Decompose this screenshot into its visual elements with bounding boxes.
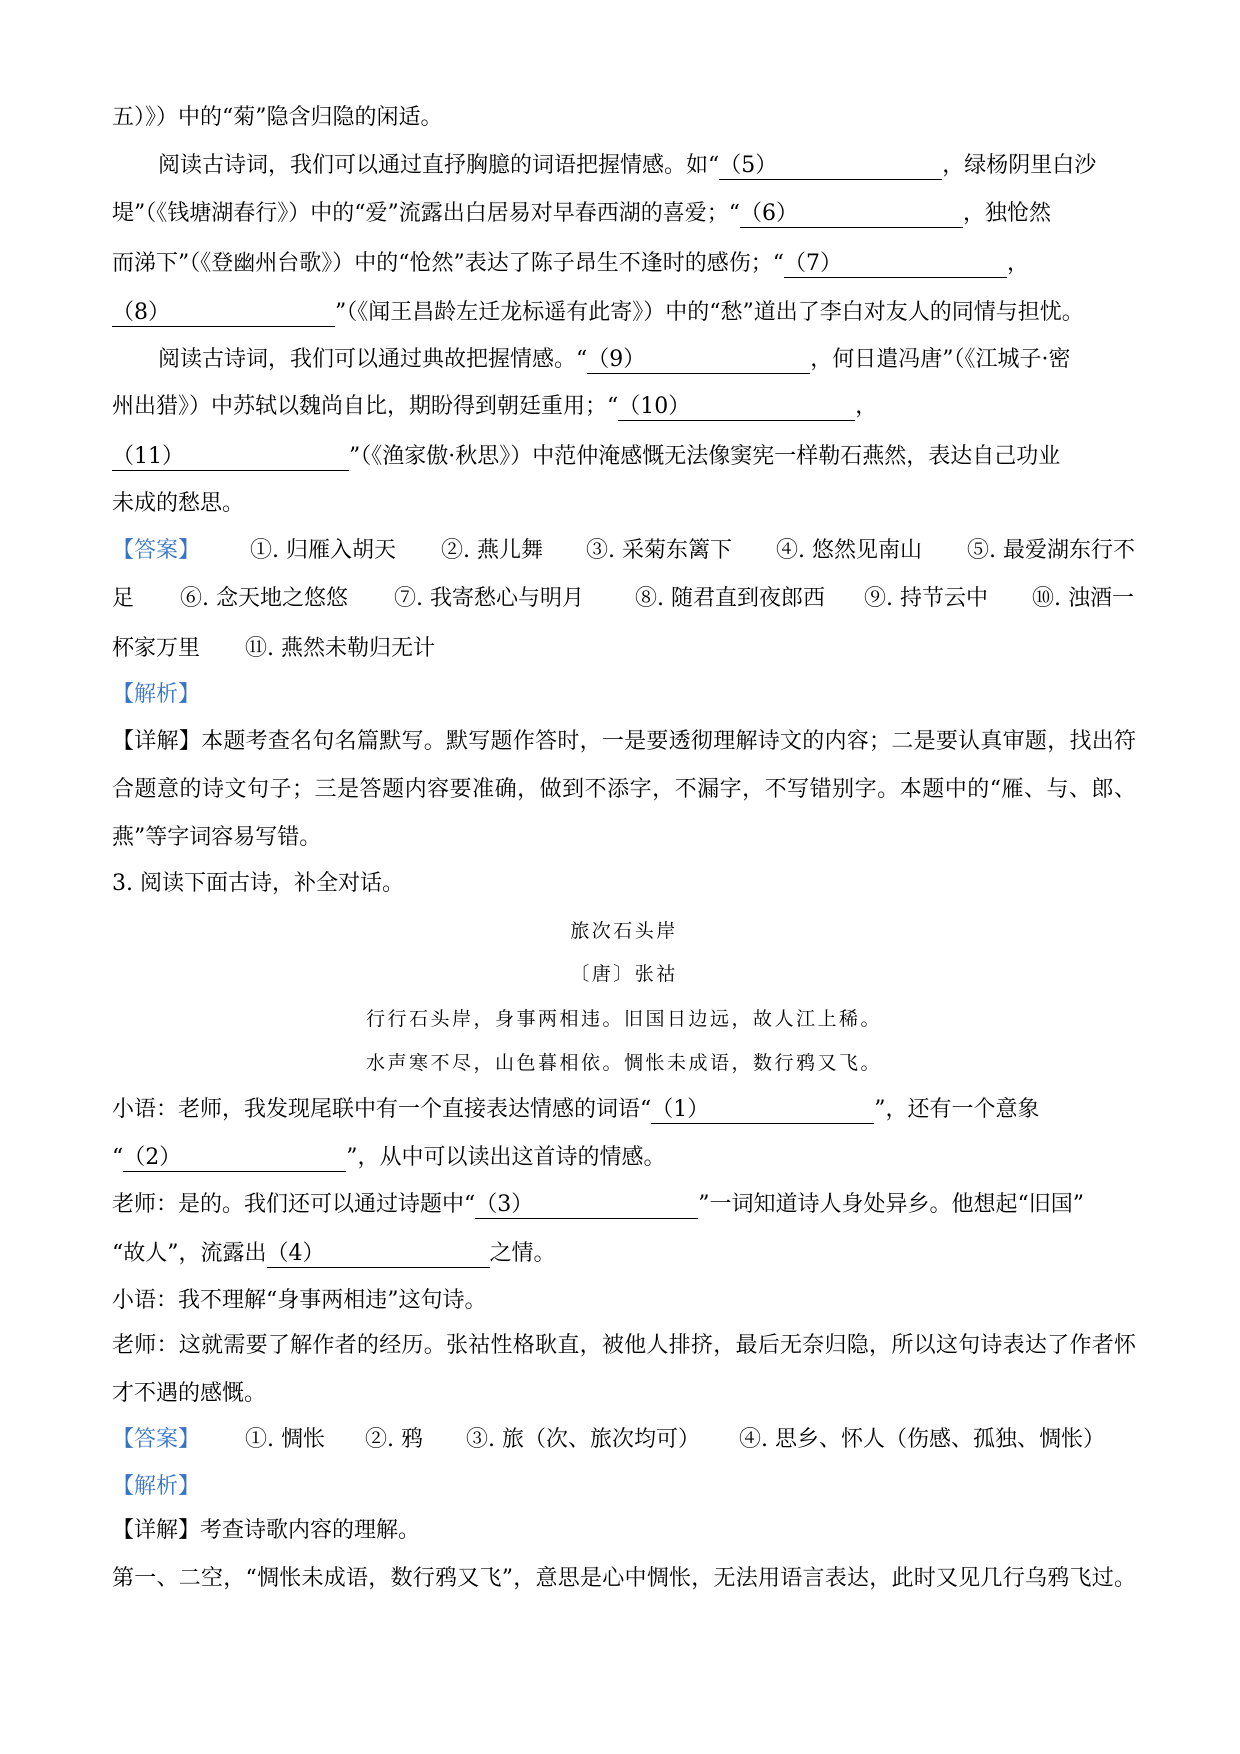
carryover-text: 五）》）中的“菊”隐含归隐的闲适。 bbox=[112, 105, 443, 130]
allusion-line-2 bbox=[112, 383, 877, 431]
answer-item: ①. 惆怅 bbox=[245, 1427, 325, 1452]
blank-label: （11） bbox=[112, 444, 184, 469]
answer-item: ⑤. 最爱湖东行不 bbox=[967, 538, 1135, 563]
q3-analysis-label: 【解析】 bbox=[112, 1474, 201, 1499]
detail-label: 【详解】 bbox=[112, 729, 202, 754]
blank-label: （4） bbox=[266, 1241, 325, 1266]
text-segment: 燕”等字词容易写错。 bbox=[112, 825, 322, 850]
blank-underline bbox=[842, 269, 1007, 270]
poem-line-1: 行行石头岸，身事两相违。旧国日边远，故人江上稀。 bbox=[365, 1008, 882, 1030]
answer-item: ⑦. 我寄愁心与明月 bbox=[394, 586, 584, 611]
text-segment: ， bbox=[1007, 251, 1030, 276]
allusion-line-3 bbox=[112, 433, 1060, 481]
text-segment: 老师：是的。我们还可以通过诗题中“ bbox=[112, 1192, 476, 1217]
answer-blank-3 bbox=[475, 1192, 698, 1219]
blank-label: （6） bbox=[740, 201, 798, 226]
answer-blank-11 bbox=[112, 444, 349, 471]
answer-blank-6 bbox=[740, 201, 963, 228]
text-segment: 堤”（《钱塘湖春行》）中的“爱”流露出白居易对早春西湖的喜爱；“ bbox=[112, 201, 740, 226]
blank-underline bbox=[798, 219, 963, 220]
q3-detail-line-2: 第一、二空，“惆怅未成语，数行鸦又飞”，意思是心中惆怅，无法用语言表达，此时又见几行乌鸦飞过。 bbox=[112, 1566, 1136, 1591]
q3-answer-row bbox=[0, 1416, 1240, 1464]
answer-blank-2 bbox=[123, 1145, 346, 1172]
blank-label: （10） bbox=[618, 394, 691, 419]
blank-underline bbox=[777, 171, 942, 172]
text-segment: 阅读古诗词，我们可以通过直抒胸臆的词语把握情感。如“ bbox=[158, 153, 720, 178]
dialog-line-3 bbox=[112, 1181, 1084, 1229]
blank-label: （7） bbox=[784, 251, 842, 276]
answer-blank-5 bbox=[719, 153, 942, 180]
answer-item: ③. 旅（次、旅次均可） bbox=[466, 1427, 700, 1452]
text-segment: 未成的愁思。 bbox=[112, 491, 245, 516]
dialog-line-7: 才不遇的感慨。 bbox=[112, 1381, 267, 1406]
poem-line-2: 水声寒不尽，山色暮相依。惆怅未成语，数行鸦又飞。 bbox=[365, 1052, 882, 1074]
text-segment: 阅读古诗词，我们可以通过典故把握情感。“ bbox=[158, 347, 588, 372]
answer-blank-9 bbox=[587, 347, 810, 374]
answer-label: 【答案】 bbox=[112, 538, 201, 563]
blank-label: （8） bbox=[112, 300, 170, 325]
answer-item-continued: 足 bbox=[112, 586, 135, 611]
answer-blank-4 bbox=[267, 1241, 490, 1268]
detail-label: 【详解】 bbox=[112, 1518, 201, 1543]
text-segment: ”（《闻王昌龄左迁龙标遥有此寄》）中的“愁”道出了李白对友人的同情与担忧。 bbox=[335, 300, 1084, 325]
blank-label: （3） bbox=[475, 1192, 534, 1217]
text-segment: ”一词知道诗人身处异乡。他想起“旧国” bbox=[698, 1192, 1084, 1217]
text-segment: “故人”，流露出 bbox=[112, 1241, 267, 1266]
answer-item: ⑥. 念天地之悠悠 bbox=[180, 586, 348, 611]
text-segment: 本题考查名句名篇默写。默写题作答时，一是要透彻理解诗文的内容；二是要认真审题，找出符 bbox=[201, 729, 1136, 754]
blank-underline bbox=[533, 1210, 698, 1211]
blank-underline bbox=[170, 318, 335, 319]
blank-label: （2） bbox=[123, 1145, 182, 1170]
answer-item: ⑪. 燕然未勒归无计 bbox=[245, 636, 435, 661]
dialog-line-6: 老师：这就需要了解作者的经历。张祜性格耿直，被他人排挤，最后无奈归隐，所以这句诗表达了作者怀 bbox=[112, 1333, 1136, 1358]
blank-label: （9） bbox=[587, 347, 646, 372]
blank-underline bbox=[690, 412, 855, 413]
q2-answer-row-3 bbox=[0, 625, 1240, 673]
blank-underline bbox=[181, 1163, 346, 1164]
answer-blank-8 bbox=[112, 300, 335, 327]
answer-blank-1 bbox=[651, 1097, 874, 1124]
dialog-line-1 bbox=[112, 1086, 1040, 1134]
answer-item: ②. 鸦 bbox=[365, 1427, 423, 1452]
text-segment: “ bbox=[112, 1145, 124, 1170]
poem-title: 旅次石头岸 bbox=[570, 920, 678, 942]
q2-detail-line-2 bbox=[112, 766, 1136, 814]
answer-item: ⑧. 随君直到夜郎西 bbox=[635, 586, 825, 611]
blank-underline bbox=[645, 365, 810, 366]
q2-answer-row-2 bbox=[0, 575, 1240, 623]
text-segment: 而涕下”（《登幽州台歌》）中的“怆然”表达了陈子昂生不逢时的感伤；“ bbox=[112, 251, 784, 276]
direct-emotion-line-2 bbox=[112, 190, 1051, 238]
q2-analysis-label: 【解析】 bbox=[112, 682, 201, 707]
direct-emotion-line-4 bbox=[112, 289, 1084, 337]
blank-underline bbox=[184, 462, 349, 463]
answer-item: ⑩. 浊酒一 bbox=[1032, 586, 1134, 611]
dialog-line-4 bbox=[112, 1230, 556, 1278]
text-segment: ”，从中可以读出这首诗的情感。 bbox=[346, 1145, 666, 1170]
allusion-line-4 bbox=[112, 480, 244, 528]
carryover-line bbox=[112, 94, 443, 142]
direct-emotion-line-1 bbox=[158, 142, 1096, 190]
blank-label: （5） bbox=[719, 153, 778, 178]
direct-emotion-line-3 bbox=[112, 240, 1029, 288]
answer-label: 【答案】 bbox=[112, 1427, 201, 1452]
q2-answer-row-1 bbox=[0, 527, 1240, 575]
text-segment: ”（《渔家傲·秋思》）中范仲淹感慨无法像窦宪一样勒石燕然，表达自己功业 bbox=[349, 444, 1061, 469]
text-segment: ，独怆然 bbox=[963, 201, 1052, 226]
answer-blank-10 bbox=[618, 394, 855, 421]
text-segment: 州出猎》）中苏轼以魏尚自比，期盼得到朝廷重用；“ bbox=[112, 394, 619, 419]
answer-item: ①. 归雁入胡天 bbox=[250, 538, 396, 563]
blank-underline bbox=[709, 1115, 874, 1116]
answer-item: ④. 思乡、怀人（伤感、孤独、惆怅） bbox=[739, 1427, 1105, 1452]
dialog-line-2 bbox=[112, 1134, 666, 1182]
blank-underline bbox=[325, 1259, 490, 1260]
text-segment: 考查诗歌内容的理解。 bbox=[200, 1518, 421, 1543]
text-segment: 合题意的诗文句子；三是答题内容要准确，做到不添字，不漏字，不写错别字。本题中的“雁、与、郎、 bbox=[112, 777, 1136, 802]
text-segment: ”，还有一个意象 bbox=[874, 1097, 1040, 1122]
answer-item: ⑨. 持节云中 bbox=[864, 586, 988, 611]
text-segment: ， bbox=[855, 394, 878, 419]
answer-item: ④. 悠然见南山 bbox=[776, 538, 922, 563]
text-segment: ，何日遣冯唐”（《江城子·密 bbox=[810, 347, 1071, 372]
allusion-line-1 bbox=[158, 336, 1071, 384]
dialog-line-5: 小语：我不理解“身事两相违”这句诗。 bbox=[112, 1288, 487, 1313]
text-segment: 之情。 bbox=[489, 1241, 556, 1266]
answer-blank-7 bbox=[784, 251, 1007, 278]
q3-stem: 3. 阅读下面古诗，补全对话。 bbox=[112, 871, 404, 896]
blank-label: （1） bbox=[651, 1097, 710, 1122]
q2-detail-line-3 bbox=[112, 814, 321, 862]
q2-detail-line-1 bbox=[112, 718, 1136, 766]
q3-detail-line-1 bbox=[112, 1507, 420, 1555]
answer-item: ③. 采菊东篱下 bbox=[586, 538, 732, 563]
text-segment: 小语：老师，我发现尾联中有一个直接表达情感的词语“ bbox=[112, 1097, 652, 1122]
answer-item: ②. 燕儿舞 bbox=[441, 538, 543, 563]
answer-item-continued: 杯家万里 bbox=[112, 636, 201, 661]
text-segment: ，绿杨阴里白沙 bbox=[942, 153, 1097, 178]
poem-author: 〔唐〕张祜 bbox=[570, 963, 678, 985]
